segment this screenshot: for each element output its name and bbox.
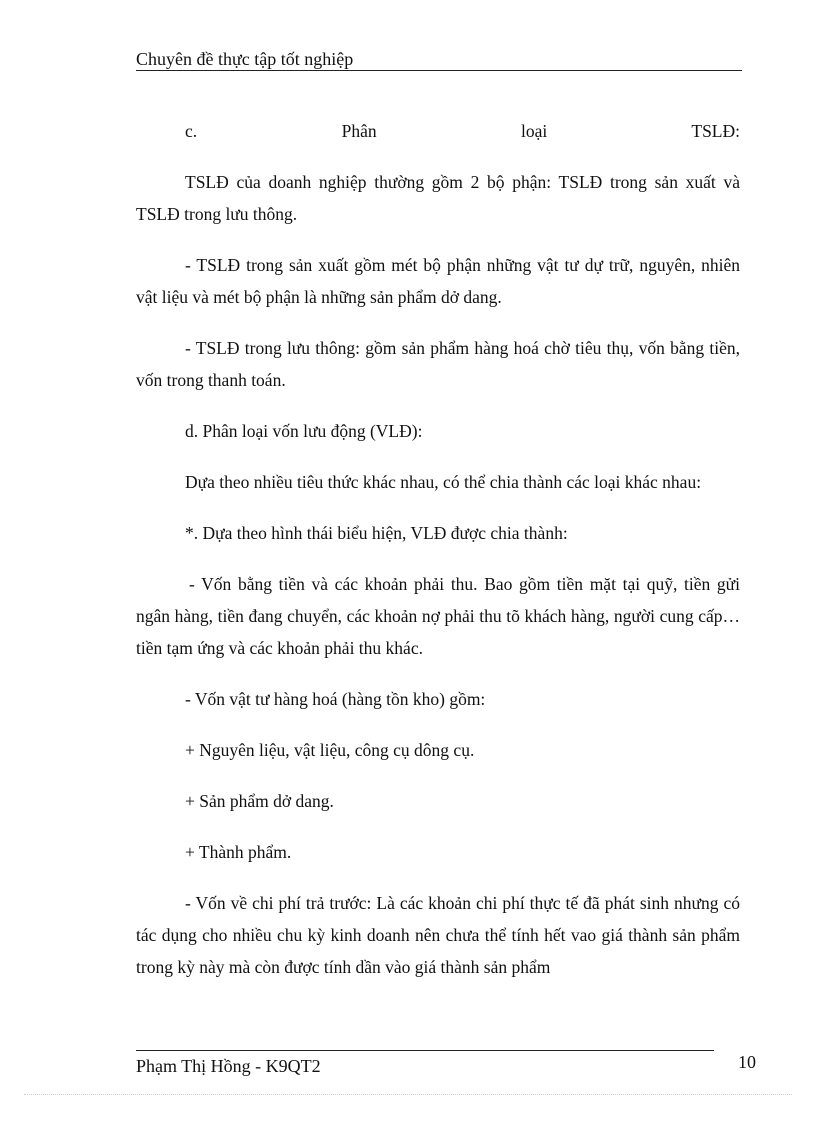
paragraph: - Vốn vật tư hàng hoá (hàng tồn kho) gồm: <box>185 689 486 709</box>
footer-author: Phạm Thị Hồng - K9QT2 <box>136 1056 321 1076</box>
page-header-title: Chuyên đề thực tập tốt nghiệp <box>136 49 354 69</box>
section-heading-c: c. Phân loại TSLĐ: <box>185 121 740 141</box>
list-item: + Thành phẩm. <box>185 842 292 862</box>
page-number: 10 <box>738 1052 756 1072</box>
list-item: + Sản phẩm dở dang. <box>185 791 334 811</box>
list-item: + Nguyên liệu, vật liệu, công cụ dông cụ. <box>185 740 475 760</box>
footer-divider <box>136 1050 714 1051</box>
header-divider <box>136 70 742 71</box>
paragraph: TSLĐ của doanh nghiệp thường gồm 2 bộ phận: TSLĐ trong sản xuất và TSLĐ trong lưu thông. <box>136 172 740 224</box>
paragraph: Dựa theo nhiều tiêu thức khác nhau, có thể chia thành các loại khác nhau: <box>185 472 702 492</box>
page-bottom-border <box>24 1094 792 1095</box>
paragraph: - TSLĐ trong sản xuất gồm mét bộ phận những vật tư dự trữ, nguyên, nhiên vật liệu và mét bộ phận là những sản phẩm dở dang. <box>136 255 740 307</box>
paragraph: *. Dựa theo hình thái biểu hiện, VLĐ được chia thành: <box>185 523 568 543</box>
paragraph: - Vốn bằng tiền và các khoản phải thu. Bao gồm tiền mặt tại quỹ, tiền gửi ngân hàng, tiền đang chuyển, các khoản nợ phải thu tõ khách hàng, người cung cấp… tiền tạm ứng và các khoản phải thu khác. <box>136 574 740 658</box>
section-heading-d: d. Phân loại vốn lưu động (VLĐ): <box>185 421 423 441</box>
paragraph: - Vốn về chi phí trả trước: Là các khoản chi phí thực tế đã phát sinh nhưng có tác dụng cho nhiều chu kỳ kinh doanh nên chưa thể tính hết vao giá thành sản phẩm trong kỳ này mà còn được tính dần vào giá thành sản phẩm <box>136 893 740 977</box>
paragraph: - TSLĐ trong lưu thông: gồm sản phẩm hàng hoá chờ tiêu thụ, vốn bằng tiền, vốn trong thanh toán. <box>136 338 740 390</box>
document-body <box>136 115 740 983</box>
